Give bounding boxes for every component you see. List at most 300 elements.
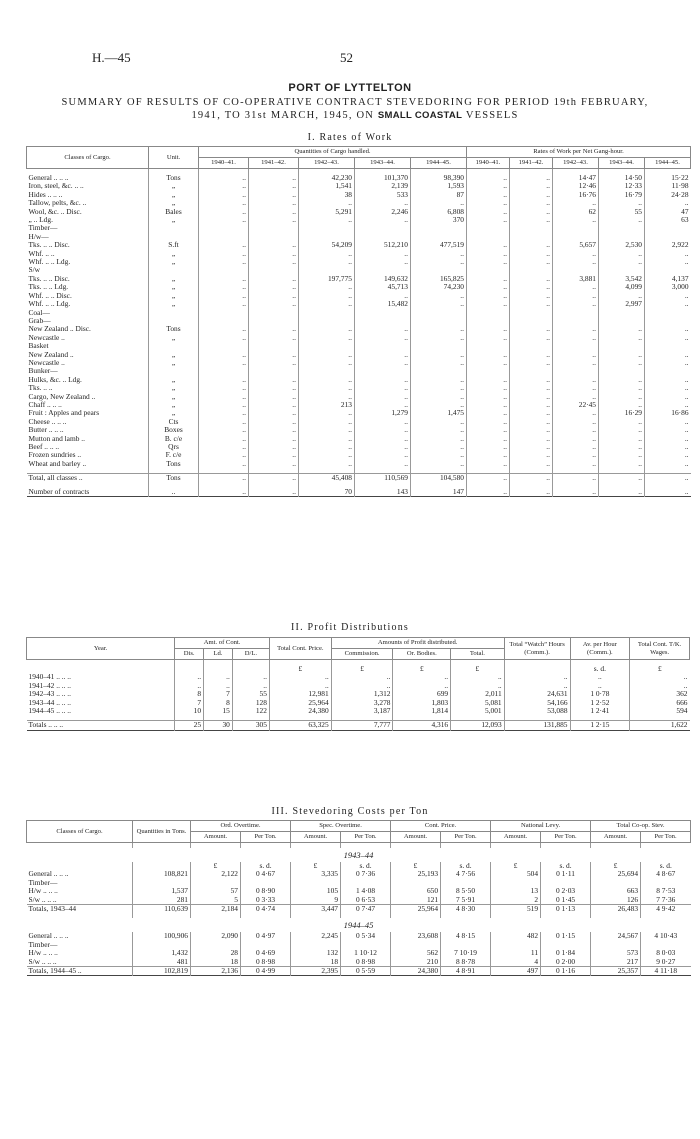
table-cell: .. (553, 474, 599, 483)
table-cell (249, 309, 299, 317)
table-cell (645, 367, 691, 375)
table-cell (299, 342, 355, 350)
table-cell: 62 (553, 208, 599, 216)
group-header: Total Co-op. Stev. (591, 821, 691, 832)
table-row (27, 435, 691, 443)
table-cell: .. (199, 409, 249, 417)
watch-hours-header: Total “Watch” Hours (Comm.). (504, 638, 570, 660)
table-cell: .. (249, 325, 299, 333)
table-cell: .. (249, 435, 299, 443)
table-cell: 105 (291, 887, 341, 895)
table-cell: .. (199, 435, 249, 443)
contracts-row (27, 488, 691, 497)
table-row (27, 250, 691, 258)
table-cell: .. (249, 351, 299, 359)
row-label: Iron, steel, &c. .. .. (28, 182, 84, 191)
table-cell: 15,482 (355, 300, 411, 308)
table-row (27, 393, 691, 401)
sub-header: Per Ton. (541, 832, 591, 843)
row-label: 1942–43 .. .. .. (28, 690, 71, 699)
table-cell: 3,542 (599, 275, 645, 283)
table-row (27, 325, 691, 333)
rate-group-header: Rates of Work per Net Gang-hour. (467, 147, 691, 158)
table-cell (553, 309, 599, 317)
table-row (27, 941, 691, 949)
table-cell (599, 224, 645, 232)
sub-header: Per Ton. (441, 832, 491, 843)
table-cell (510, 342, 553, 350)
table-cell: 12·46 (553, 182, 599, 190)
table-cell: .. (299, 443, 355, 451)
table-cell: .. (249, 443, 299, 451)
table-cell: .. (249, 300, 299, 308)
table-cell: .. (467, 435, 510, 443)
sub-header: Dis. (175, 649, 204, 660)
group-header: National Levy. (491, 821, 591, 832)
table-cell: .. (199, 401, 249, 409)
table-cell: 2,090 (191, 932, 241, 940)
table-cell: .. (510, 258, 553, 266)
table-cell: Qrs (149, 443, 199, 451)
table-cell: 26,483 (591, 905, 641, 914)
row-label: 1943–44 .. .. .. (28, 698, 71, 707)
table-cell: 4 8·67 (641, 870, 691, 878)
table-cell: Bales (149, 208, 199, 216)
cost-qty-header: Quantities in Tons. (133, 821, 191, 843)
table-cell: .. (249, 359, 299, 367)
subtitle-line2c: VESSELS (465, 110, 519, 121)
table-cell: 131,885 (504, 721, 570, 730)
table-cell: .. (467, 443, 510, 451)
table-cell: .. (199, 443, 249, 451)
table-cell: 3,187 (331, 707, 393, 715)
table-cell: 2,136 (191, 967, 241, 976)
unit-label: s. d. (570, 665, 630, 673)
table-cell: .. (249, 191, 299, 199)
table-cell: .. (467, 208, 510, 216)
table-cell: „ (149, 300, 199, 308)
table-cell: 24·28 (645, 191, 691, 199)
table-cell: .. (175, 682, 204, 690)
table-cell: Tons (149, 474, 199, 483)
table-cell: .. (510, 182, 553, 190)
table-cell (411, 317, 467, 325)
table-cell: 1,803 (393, 699, 451, 707)
row-label: Bunker— (28, 367, 58, 376)
table-cell: .. (355, 359, 411, 367)
table-cell: .. (467, 300, 510, 308)
table-cell: 57 (191, 887, 241, 895)
table-cell: .. (411, 443, 467, 451)
table-cell: 2 (491, 896, 541, 905)
row-label: Tks. .. .. Disc. (28, 274, 70, 283)
table-cell: .. (199, 474, 249, 483)
table-cell: .. (199, 325, 249, 333)
row-label: General .. .. .. (28, 870, 69, 879)
sub-header: Total. (451, 649, 505, 660)
table-cell: 25,964 (391, 905, 441, 914)
table-cell: .. (467, 384, 510, 392)
table-cell: .. (645, 418, 691, 426)
table-cell: 4,099 (599, 283, 645, 291)
table-cell: 504 (491, 870, 541, 878)
table-cell: .. (199, 393, 249, 401)
table-row (27, 870, 691, 878)
row-label: Tks. .. .. Ldg. (28, 283, 69, 292)
table-cell (591, 941, 641, 949)
table-cell: .. (599, 258, 645, 266)
table-cell: 12·33 (599, 182, 645, 190)
row-label: Whf. .. .. Disc. (28, 291, 72, 300)
table-cell: .. (510, 409, 553, 417)
rates-of-work-table (26, 146, 691, 497)
table-cell: .. (645, 474, 691, 483)
table-cell (599, 266, 645, 274)
table-cell: .. (645, 300, 691, 308)
total-row (27, 474, 691, 483)
table-cell: .. (249, 474, 299, 483)
table-cell (299, 224, 355, 232)
table-cell (599, 233, 645, 241)
table-cell: 74,230 (411, 283, 467, 291)
table-cell: 305 (232, 721, 269, 730)
sub-header: Amount. (191, 832, 241, 843)
sub-header: Amount. (491, 832, 541, 843)
table-cell: .. (299, 409, 355, 417)
table-cell: .. (411, 359, 467, 367)
table-cell: .. (355, 426, 411, 434)
row-label: Number of contracts (28, 487, 90, 496)
table-cell: 18 (191, 958, 241, 967)
page-reference: H.—45 (92, 50, 131, 65)
table-cell: 0 2·00 (541, 958, 591, 967)
table-cell: 5,081 (451, 699, 505, 707)
table-cell (553, 342, 599, 350)
sub-header: Commission. (331, 649, 393, 660)
table-cell: .. (269, 682, 331, 690)
row-label: S/w .. .. .. (28, 895, 57, 904)
table-cell: .. (553, 250, 599, 258)
table-cell: .. (510, 283, 553, 291)
table-cell (391, 879, 441, 887)
table-row (27, 707, 690, 715)
table-row (27, 208, 691, 216)
table-cell (355, 342, 411, 350)
row-label: Coal— (28, 308, 50, 317)
unit-label: £ (630, 665, 690, 673)
table-row (27, 224, 691, 232)
table-cell: .. (467, 283, 510, 291)
table-cell: .. (504, 682, 570, 690)
table-cell (133, 879, 191, 887)
col-unit-header: Unit. (149, 147, 199, 169)
table-row (27, 958, 691, 967)
table-cell (291, 941, 341, 949)
table-row (27, 317, 691, 325)
table-cell: .. (553, 359, 599, 367)
table-cell: .. (645, 376, 691, 384)
table-cell: 11 (491, 949, 541, 957)
table-cell: .. (570, 673, 630, 681)
av-per-hour-header: Av. per Hour (Comm.). (570, 638, 630, 660)
table-cell (199, 342, 249, 350)
table-cell: 16·86 (645, 409, 691, 417)
table-cell: .. (599, 250, 645, 258)
table-cell: .. (299, 334, 355, 342)
sub-header: D/L. (232, 649, 269, 660)
table-cell: .. (467, 409, 510, 417)
table-cell: .. (599, 199, 645, 207)
table-cell: .. (467, 275, 510, 283)
table-cell: 4 10·43 (641, 932, 691, 940)
table-cell: 126 (591, 896, 641, 905)
sub-header: Or. Bodies. (393, 649, 451, 660)
table-cell (411, 224, 467, 232)
table-cell (510, 309, 553, 317)
table-cell: .. (249, 275, 299, 283)
table-cell (149, 224, 199, 232)
currency-row (27, 665, 690, 673)
table-cell (199, 317, 249, 325)
table-cell: .. (331, 682, 393, 690)
table-cell: .. (331, 673, 393, 681)
table-cell: 362 (630, 690, 690, 698)
table-cell (199, 309, 249, 317)
table-row (27, 258, 691, 266)
page-number: 52 (340, 50, 353, 65)
table-cell: „ (149, 376, 199, 384)
table-cell: .. (355, 376, 411, 384)
table-row (27, 690, 690, 698)
row-label: Basket (28, 342, 49, 351)
table-cell: 4,316 (393, 721, 451, 730)
table-cell: .. (510, 174, 553, 182)
table-cell: 0 4·69 (241, 949, 291, 957)
table-cell: .. (411, 199, 467, 207)
sub-header: Per Ton. (641, 832, 691, 843)
table-cell: 8 (175, 690, 204, 698)
row-label: 1944–45 .. .. .. (28, 707, 71, 716)
table-cell: 0 7·36 (341, 870, 391, 878)
table-cell: 1,622 (630, 721, 690, 730)
table-cell (149, 367, 199, 375)
table-cell: .. (510, 435, 553, 443)
table-cell: 63 (645, 216, 691, 224)
table-cell: 4 8·30 (441, 905, 491, 914)
table-cell: .. (199, 300, 249, 308)
table-cell: 7,777 (331, 721, 393, 730)
table-cell: .. (393, 673, 451, 681)
unit-label: £ (451, 665, 505, 673)
table-cell: 481 (133, 958, 191, 967)
table-row (27, 351, 691, 359)
table-cell: .. (249, 292, 299, 300)
table-cell: .. (355, 325, 411, 333)
table-cell: .. (299, 283, 355, 291)
table-cell: .. (467, 460, 510, 468)
table-cell: .. (199, 376, 249, 384)
row-label: Butter .. .. .. (28, 426, 64, 435)
table-cell (341, 941, 391, 949)
table-cell (411, 342, 467, 350)
table-cell: .. (599, 443, 645, 451)
table-cell: .. (299, 199, 355, 207)
row-label: Wool, &c. .. Disc. (28, 207, 82, 216)
table-cell: .. (645, 351, 691, 359)
table-cell: 104,580 (411, 474, 467, 483)
table-cell (241, 941, 291, 949)
table-cell: .. (467, 376, 510, 384)
table-cell: .. (355, 334, 411, 342)
table-cell: 25,694 (591, 870, 641, 878)
table-cell: .. (393, 682, 451, 690)
table-cell: 0 1·11 (541, 870, 591, 878)
table-cell (199, 233, 249, 241)
table-cell: 1,312 (331, 690, 393, 698)
table-cell (355, 367, 411, 375)
table-cell: 25,964 (269, 699, 331, 707)
table-cell: 0 2·03 (541, 887, 591, 895)
table-cell: .. (467, 351, 510, 359)
table-cell: .. (249, 199, 299, 207)
table-cell: .. (299, 393, 355, 401)
table-cell: .. (510, 275, 553, 283)
row-label: Newcastle .. (28, 358, 65, 367)
unit-label: s. d. (541, 862, 591, 870)
table-cell: 9 0·27 (641, 958, 691, 967)
table-cell: .. (411, 250, 467, 258)
table-cell (541, 879, 591, 887)
table-cell: 14·50 (599, 174, 645, 182)
unit-label: s. d. (241, 862, 291, 870)
table-row (27, 451, 691, 459)
table-cell: 25,357 (591, 967, 641, 976)
table-cell: „ (149, 199, 199, 207)
table-cell: .. (599, 401, 645, 409)
table-cell (241, 879, 291, 887)
table-cell: .. (199, 182, 249, 190)
table-cell: .. (249, 182, 299, 190)
table-cell: .. (299, 216, 355, 224)
table-cell: .. (553, 292, 599, 300)
table-cell: 4 8·15 (441, 932, 491, 940)
table-cell (510, 224, 553, 232)
table-cell: S.ft (149, 241, 199, 249)
table-row (27, 216, 691, 224)
table-cell: .. (411, 258, 467, 266)
table-cell: 217 (591, 958, 641, 967)
table-cell: .. (510, 216, 553, 224)
group-header: Cont. Price. (391, 821, 491, 832)
table-cell: 1,537 (133, 887, 191, 895)
table-cell: .. (553, 216, 599, 224)
table-cell: .. (645, 199, 691, 207)
table-cell (441, 879, 491, 887)
row-label: Cargo, New Zealand .. (28, 392, 96, 401)
table-cell: 8 8·78 (441, 958, 491, 967)
table-cell: .. (467, 258, 510, 266)
table-cell: .. (299, 384, 355, 392)
table-cell: 1,432 (133, 949, 191, 957)
table-cell: „ (149, 292, 199, 300)
table-cell: .. (510, 401, 553, 409)
row-label: Tallow, pelts, &c. .. (28, 199, 87, 208)
table-cell (553, 224, 599, 232)
table-cell: .. (553, 334, 599, 342)
table-cell: 0 7·47 (341, 905, 391, 914)
table-cell: 108,821 (133, 870, 191, 878)
year-column-header: 1940–41. (467, 158, 510, 169)
table-row (27, 241, 691, 249)
table-cell: 11·98 (645, 182, 691, 190)
table-cell (199, 266, 249, 274)
table-cell: .. (355, 401, 411, 409)
table-cell: .. (467, 199, 510, 207)
table-cell: 38 (299, 191, 355, 199)
table-cell: .. (510, 241, 553, 249)
table-cell: 197,775 (299, 275, 355, 283)
table-cell: .. (510, 376, 553, 384)
table-row (27, 460, 691, 468)
table-cell: 4 9·42 (641, 905, 691, 914)
table-cell: .. (645, 443, 691, 451)
table-cell: .. (299, 426, 355, 434)
table-row (27, 283, 691, 291)
table-cell: .. (510, 351, 553, 359)
table-row (27, 401, 691, 409)
row-label: 1940–41 .. .. .. (28, 673, 71, 682)
table-cell (249, 342, 299, 350)
table-row (27, 334, 691, 342)
table-row (27, 949, 691, 957)
table-cell: 8 5·50 (441, 887, 491, 895)
table-cell: 4 (491, 958, 541, 967)
table-cell: .. (645, 488, 691, 497)
table-cell: .. (249, 451, 299, 459)
table-cell (149, 309, 199, 317)
table-cell: 16·79 (599, 191, 645, 199)
unit-label: £ (331, 665, 393, 673)
row-label: 1941–42 .. .. .. (28, 681, 71, 690)
table-cell: .. (355, 216, 411, 224)
row-label: Frozen sundries .. (28, 451, 82, 460)
table-cell: 533 (355, 191, 411, 199)
table-cell: .. (411, 435, 467, 443)
table-cell: 370 (411, 216, 467, 224)
table-cell: .. (199, 426, 249, 434)
table-cell (491, 941, 541, 949)
table-cell: .. (411, 451, 467, 459)
table-cell: 87 (411, 191, 467, 199)
table-cell (355, 224, 411, 232)
table-cell: .. (451, 682, 505, 690)
table-cell: .. (467, 182, 510, 190)
table-cell: .. (553, 443, 599, 451)
sub-header: Amount. (391, 832, 441, 843)
table-row (27, 426, 691, 434)
table-cell: Boxes (149, 426, 199, 434)
table-cell: .. (467, 426, 510, 434)
table-cell (341, 879, 391, 887)
table-cell: 98,390 (411, 174, 467, 182)
profit-distributions-table (26, 637, 690, 731)
group-header: Spec. Overtime. (291, 821, 391, 832)
table-cell: .. (355, 393, 411, 401)
table-cell: .. (467, 250, 510, 258)
table-cell (541, 941, 591, 949)
table-cell: 8 (204, 699, 233, 707)
wages-header: Total Cont. T/K. Wages. (630, 638, 690, 660)
